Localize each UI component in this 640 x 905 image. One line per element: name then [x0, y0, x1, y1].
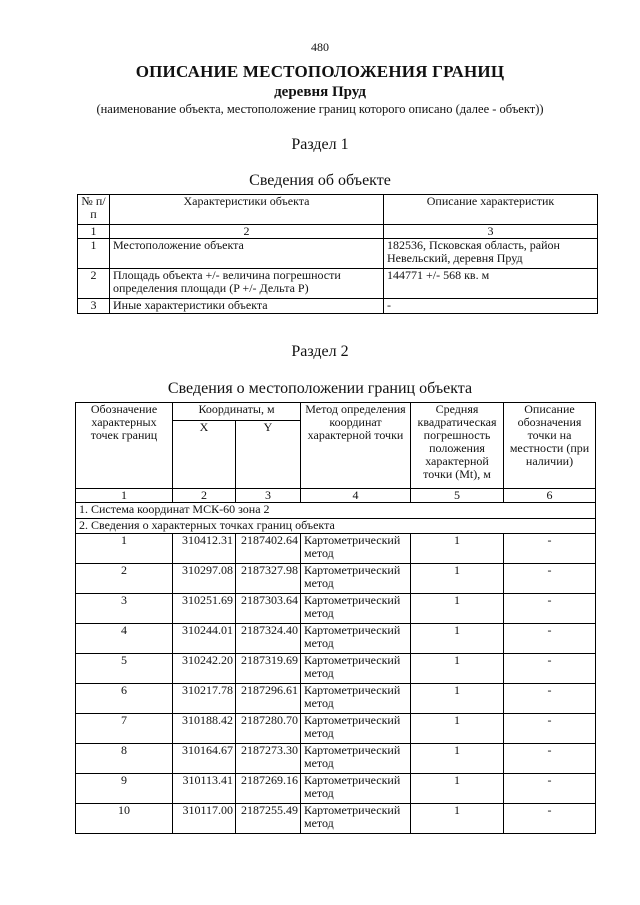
- point-method: Картометрический метод: [301, 714, 411, 744]
- table-row: [78, 239, 598, 269]
- header-characteristics: Характеристики объекта: [110, 195, 384, 225]
- table-header-row: [78, 195, 598, 225]
- point-method: Картометрический метод: [301, 594, 411, 624]
- point-method: Картометрический метод: [301, 684, 411, 714]
- coordinate-system: 1. Система координат МСК-60 зона 2: [76, 503, 596, 519]
- point-mt: 1: [411, 714, 504, 744]
- point-y: 2187319.69: [236, 654, 301, 684]
- point-description: -: [504, 624, 596, 654]
- row-characteristic: Иные характеристики объекта: [110, 299, 384, 314]
- point-description: -: [504, 714, 596, 744]
- point-y: 2187327.98: [236, 564, 301, 594]
- page-number: 480: [311, 40, 329, 54]
- table-row: [76, 744, 596, 774]
- row-value: -: [384, 299, 598, 314]
- table-row: [76, 654, 596, 684]
- point-y: 2187324.40: [236, 624, 301, 654]
- section-1-label: Раздел 1: [291, 136, 349, 153]
- point-number: 4: [76, 624, 173, 654]
- header-y: Y: [236, 421, 301, 489]
- col-number: 5: [411, 489, 504, 503]
- row-number: 3: [78, 299, 110, 314]
- point-number: 1: [76, 534, 173, 564]
- row-value: 144771 +/- 568 кв. м: [384, 269, 598, 299]
- table-row: [76, 564, 596, 594]
- header-error: Средняя квадратическая погрешность положения характерной точки (Mt), м: [411, 403, 504, 489]
- point-description: -: [504, 534, 596, 564]
- point-number: 7: [76, 714, 173, 744]
- points-section-row: [76, 519, 596, 534]
- point-x: 310117.00: [173, 804, 236, 834]
- point-number: 2: [76, 564, 173, 594]
- point-number: 3: [76, 594, 173, 624]
- point-description: -: [504, 564, 596, 594]
- point-x: 310242.20: [173, 654, 236, 684]
- point-y: 2187273.30: [236, 744, 301, 774]
- point-method: Картометрический метод: [301, 624, 411, 654]
- header-description: Описание характеристик: [384, 195, 598, 225]
- object-info-table: [77, 194, 598, 314]
- col-number: 3: [236, 489, 301, 503]
- point-method: Картометрический метод: [301, 534, 411, 564]
- header-x: X: [173, 421, 236, 489]
- point-y: 2187303.64: [236, 594, 301, 624]
- header-marking: Описание обозначения точки на местности (при наличии): [504, 403, 596, 489]
- column-number-row: [78, 225, 598, 239]
- col-number: 1: [78, 225, 110, 239]
- point-y: 2187269.16: [236, 774, 301, 804]
- point-mt: 1: [411, 654, 504, 684]
- header-num: № п/п: [78, 195, 110, 225]
- point-number: 8: [76, 744, 173, 774]
- point-x: 310113.41: [173, 774, 236, 804]
- col-number: 6: [504, 489, 596, 503]
- table-row: [76, 594, 596, 624]
- col-number: 1: [76, 489, 173, 503]
- col-number: 2: [110, 225, 384, 239]
- point-number: 9: [76, 774, 173, 804]
- point-method: Картометрический метод: [301, 744, 411, 774]
- table-row: [76, 624, 596, 654]
- point-y: 2187255.49: [236, 804, 301, 834]
- point-y: 2187296.61: [236, 684, 301, 714]
- point-mt: 1: [411, 744, 504, 774]
- point-mt: 1: [411, 624, 504, 654]
- point-description: -: [504, 774, 596, 804]
- point-mt: 1: [411, 804, 504, 834]
- row-characteristic: Площадь объекта +/- величина погрешности определения площади (P +/- Дельта P): [110, 269, 384, 299]
- point-x: 310251.69: [173, 594, 236, 624]
- table-row: [76, 774, 596, 804]
- point-y: 2187402.64: [236, 534, 301, 564]
- table-row: [76, 804, 596, 834]
- point-description: -: [504, 654, 596, 684]
- col-number: 3: [384, 225, 598, 239]
- table-header-row: [76, 403, 596, 421]
- point-method: Картометрический метод: [301, 564, 411, 594]
- header-coords: Координаты, м: [173, 403, 301, 421]
- row-value: 182536, Псковская область, район Невельский, деревня Пруд: [384, 239, 598, 269]
- point-mt: 1: [411, 684, 504, 714]
- point-method: Картометрический метод: [301, 804, 411, 834]
- header-designation: Обозначение характерных точек границ: [76, 403, 173, 489]
- row-number: 1: [78, 239, 110, 269]
- points-body: [76, 534, 596, 834]
- point-number: 10: [76, 804, 173, 834]
- points-section-title: 2. Сведения о характерных точках границ объекта: [76, 519, 596, 534]
- col-number: 2: [173, 489, 236, 503]
- point-x: 310244.01: [173, 624, 236, 654]
- section-1-heading: Сведения об объекте: [249, 172, 391, 189]
- point-x: 310188.42: [173, 714, 236, 744]
- boundary-points-table: [75, 402, 596, 834]
- row-number: 2: [78, 269, 110, 299]
- point-x: 310297.08: [173, 564, 236, 594]
- point-x: 310412.31: [173, 534, 236, 564]
- point-mt: 1: [411, 564, 504, 594]
- table-row: [76, 684, 596, 714]
- point-mt: 1: [411, 774, 504, 804]
- object-name: деревня Пруд: [274, 84, 366, 100]
- point-number: 5: [76, 654, 173, 684]
- point-description: -: [504, 594, 596, 624]
- point-x: 310164.67: [173, 744, 236, 774]
- point-x: 310217.78: [173, 684, 236, 714]
- point-method: Картометрический метод: [301, 654, 411, 684]
- point-description: -: [504, 744, 596, 774]
- section-2-label: Раздел 2: [291, 343, 349, 360]
- coordinate-system-row: [76, 503, 596, 519]
- object-name-note: (наименование объекта, местоположение границ которого описано (далее - объект)): [96, 102, 544, 116]
- col-number: 4: [301, 489, 411, 503]
- point-y: 2187280.70: [236, 714, 301, 744]
- header-method: Метод определения координат характерной точки: [301, 403, 411, 489]
- table-row: [78, 299, 598, 314]
- document-title: ОПИСАНИЕ МЕСТОПОЛОЖЕНИЯ ГРАНИЦ: [135, 62, 505, 81]
- point-method: Картометрический метод: [301, 774, 411, 804]
- point-description: -: [504, 804, 596, 834]
- column-number-row: [76, 489, 596, 503]
- table-row: [78, 269, 598, 299]
- point-mt: 1: [411, 594, 504, 624]
- table-row: [76, 714, 596, 744]
- row-characteristic: Местоположение объекта: [110, 239, 384, 269]
- point-mt: 1: [411, 534, 504, 564]
- point-description: -: [504, 684, 596, 714]
- table-row: [76, 534, 596, 564]
- point-number: 6: [76, 684, 173, 714]
- section-2-heading: Сведения о местоположении границ объекта: [167, 380, 473, 397]
